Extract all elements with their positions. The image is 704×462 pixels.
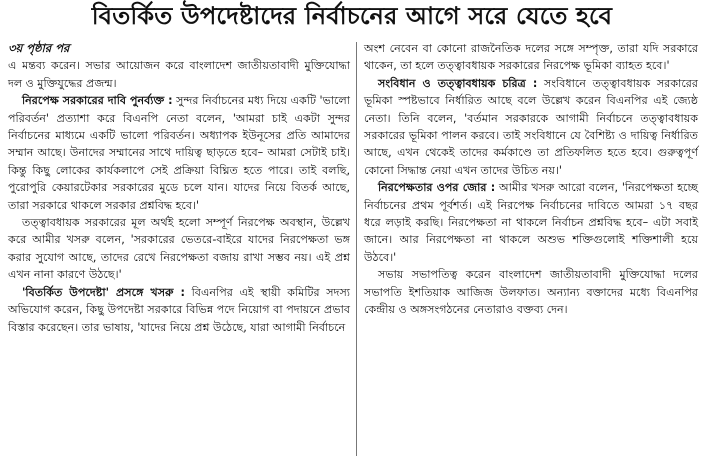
paragraph-text: সংবিধানে তত্ত্বাবধায়ক সরকারের ভূমিকা স্পষ্টভাবে নির্ধারিত আছে বলে উল্লেখ করেন বিএনপির এই জ্যেষ্ঠ নেতা। তিনি বলেন, 'বর্তমান সরকারকে আগামী নির্বাচনে তত্ত্বাবধায়ক সরকারের ভূমিকা পালন করবে। তাই সংবিধানে যে বৈশিষ্ট্য ও দায়িত্ব নির্ধারিত আছে, এখন থেকেই তাদের কর্মকাণ্ডে তা প্রতিফলিত হতে হবে। গুরুত্বপূর্ণ কোনো সিদ্ধান্ত নেয়া এখন তাদের উচিত নয়।' <box>364 76 699 177</box>
subheading: নিরপেক্ষতার ওপর জোর : <box>378 181 496 195</box>
paragraph-text: এ মন্তব্য করেন। সভার আয়োজন করে বাংলাদেশ জাতীয়তাবাদী মুক্তিযোদ্ধা দল ও মুক্তিযুদ্ধের প্রজন্ম। <box>8 59 350 90</box>
right-column <box>364 40 698 319</box>
paragraph <box>364 40 698 75</box>
paragraph <box>8 284 350 336</box>
paragraph-text: সভায় সভাপতিত্ব করেন বাংলাদেশ জাতীয়তাবাদী মুক্তিযোদ্ধা দলের সভাপতি ইশতিয়াক আজিজ উলফাত। অন্যান্য বক্তাদের মধ্যে বিএনপির কেন্দ্রীয় ও অঙ্গসংগঠনের নেতারাও বক্তব্য দেন। <box>364 268 698 317</box>
paragraph-text: বিএনপির এই স্থায়ী কমিটির সদস্য অভিযোগ করেন, কিছু উপদেষ্টা সরকারে বিভিন্ন পদে নিয়োগ বা পদায়নে প্রভাব বিস্তার করেছেন। তার ভাষায়, 'যাদের নিয়ে প্রশ্ন উঠেছে, যারা আগামী নির্বাচনে <box>8 285 351 334</box>
paragraph <box>364 179 698 266</box>
paragraph <box>8 92 350 214</box>
subheading: নিরপেক্ষ সরকারের দাবি পুনর্ব্যক্ত : <box>22 94 173 108</box>
paragraph <box>8 57 350 92</box>
continued-from-label: ৩য় পৃষ্ঠার পর <box>8 41 70 55</box>
subheading: 'বিতর্কিত উপদেষ্টা' প্রসঙ্গে খসরু : <box>22 285 185 299</box>
paragraph <box>364 266 698 318</box>
paragraph-text: তত্ত্বাবধায়ক সরকারের মূল অর্থই হলো সম্পূর্ণ নিরপেক্ষ অবস্থান, উল্লেখ করে আমীর খসরু বলেন, 'সরকারের ভেতরে-বাইরে যাদের নিরপেক্ষতা ভঙ্গ করার সুযোগ আছে, তাদের রেখে নিরপেক্ষতা বজায় রাখা সম্ভব নয়। এই প্রশ্ন এখন নানা কারণে উঠছে।' <box>8 216 350 282</box>
left-column <box>8 40 350 336</box>
paragraph-text: সুন্দর নির্বাচনের মধ্য দিয়ে একটি 'ভালো পরিবর্তন' প্রত্যাশা করে বিএনপি নেতা বলেন, 'আমরা চাই একটা সুন্দর নির্বাচনের মাধ্যমে একটি ভালো পরিবর্তন। অধ্যাপক ইউনূসের প্রতি আমাদের সম্মান আছে। উনাদের সম্মানের সাথে দায়িত্ব ছাড়তে হবে– আমরা সেটাই চাই। কিন্তু কিছু লোকের কার্যকলাপে সেই প্রক্রিয়া বিঘ্নিত হতে পারে। তাই বলছি, পুরোপুরি কেয়ারটেকার সরকারের মুডে চলে যান। যাদের নিয়ে বিতর্ক আছে, তারা সরকারে থাকলে সরকার প্রশ্নবিদ্ধ হবে।' <box>8 94 350 212</box>
paragraph <box>364 75 698 179</box>
subheading: সংবিধান ও তত্ত্বাবধায়ক চরিত্র : <box>378 76 538 90</box>
column-divider <box>356 42 357 456</box>
paragraph-text: অংশ নেবেন বা কোনো রাজনৈতিক দলের সঙ্গে সম্পৃক্ত, তারা যদি সরকারে থাকেন, তা হলে তত্ত্বাবধায়ক সরকারের নিরপেক্ষ ভূমিকা ব্যাহত হবে।' <box>364 42 698 73</box>
paragraph-text: আমীর খসরু আরো বলেন, 'নিরপেক্ষতা হচ্ছে নির্বাচনের প্রথম পূর্বশর্ত। এই নিরপেক্ষ নির্বাচনের দাবিতে আমরা ১৭ বছর ধরে লড়াই করছি। নিরপেক্ষতা না থাকলে নির্বাচন প্রশ্নবিদ্ধ হবে– এটা সবাই জানে। আর নিরপেক্ষতা না থাকলে অশুভ শক্তিগুলোই শক্তিশালী হয়ে উঠবে।' <box>364 181 698 264</box>
paragraph <box>8 214 350 284</box>
headline: বিতর্কিত উপদেষ্টাদের নির্বাচনের আগে সরে যেতে হবে <box>91 1 613 30</box>
